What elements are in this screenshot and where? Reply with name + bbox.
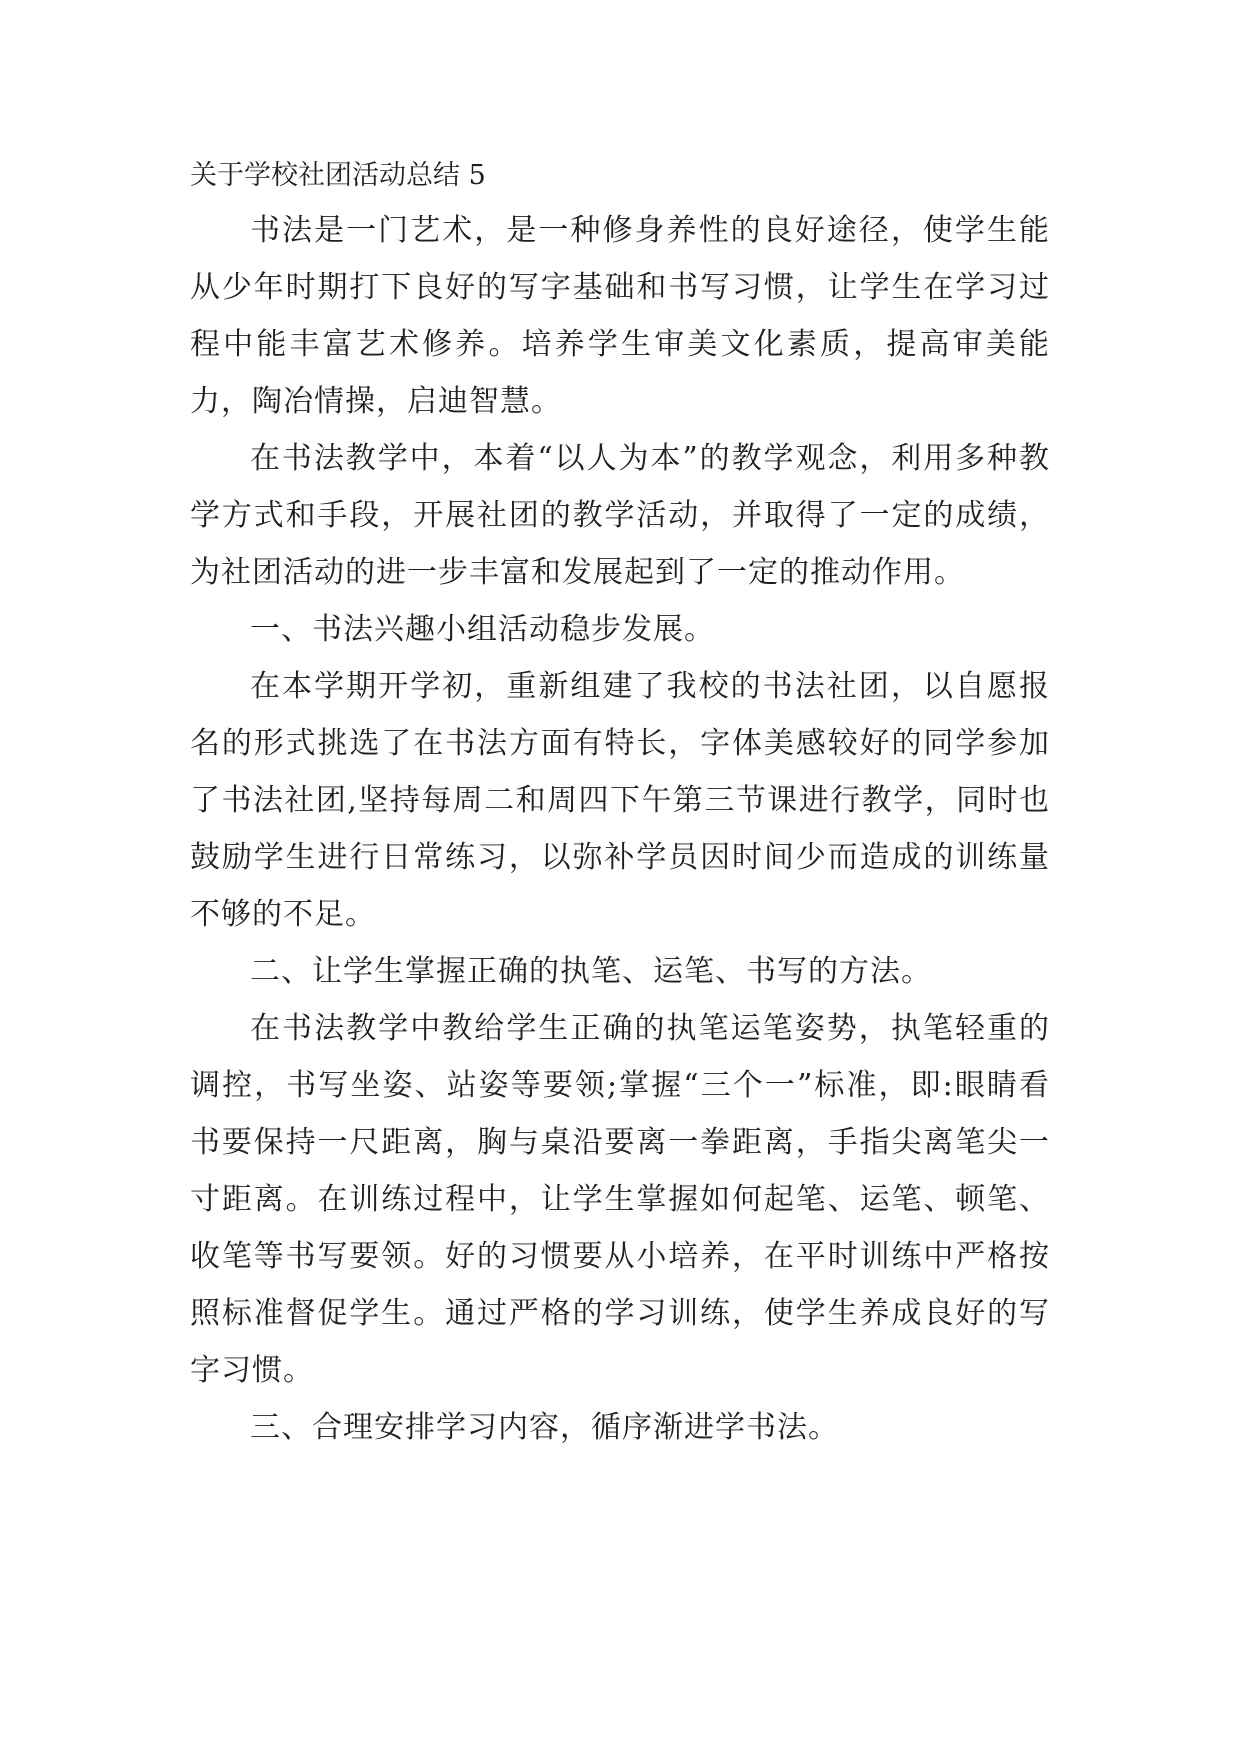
paragraph-intro: 书法是一门艺术，是一种修身养性的良好途径，使学生能从少年时期打下良好的写字基础和书写习惯，让学生在学习过程中能丰富艺术修养。培养学生审美文化素质，提高审美能力，陶冶情操，启迪智慧。 [190,213,1050,419]
document-title: 关于学校社团活动总结 5 [190,160,486,191]
section-heading-2: 二、让学生掌握正确的执笔、运笔、书写的方法。 [250,954,932,989]
section-heading-1: 一、书法兴趣小组活动稳步发展。 [250,612,715,647]
paragraph-writing-method: 在书法教学中教给学生正确的执笔运笔姿势，执笔轻重的调控，书写坐姿、站姿等要领;掌握“三个一”标准，即:眼睛看书要保持一尺距离，胸与桌沿要离一拳距离，手指尖离笔尖一寸距离。在训练过程中，让学生掌握如何起笔、运笔、顿笔、收笔等书写要领。好的习惯要从小培养，在平时训练中严格按照标准督促学生。通过严格的学习训练，使学生养成良好的写字习惯。 [190,1011,1050,1388]
paragraph-teaching-concept: 在书法教学中，本着“以人为本”的教学观念，利用多种教学方式和手段，开展社团的教学活动，并取得了一定的成绩，为社团活动的进一步丰富和发展起到了一定的推动作用。 [190,441,1050,590]
document-body [190,150,1050,1456]
paragraph-club-formation: 在本学期开学初，重新组建了我校的书法社团，以自愿报名的形式挑选了在书法方面有特长，字体美感较好的同学参加了书法社团,坚持每周二和周四下午第三节课进行教学，同时也鼓励学生进行日常练习，以弥补学员因时间少而造成的训练量不够的不足。 [190,669,1050,932]
section-heading-3: 三、合理安排学习内容，循序渐进学书法。 [250,1410,839,1445]
